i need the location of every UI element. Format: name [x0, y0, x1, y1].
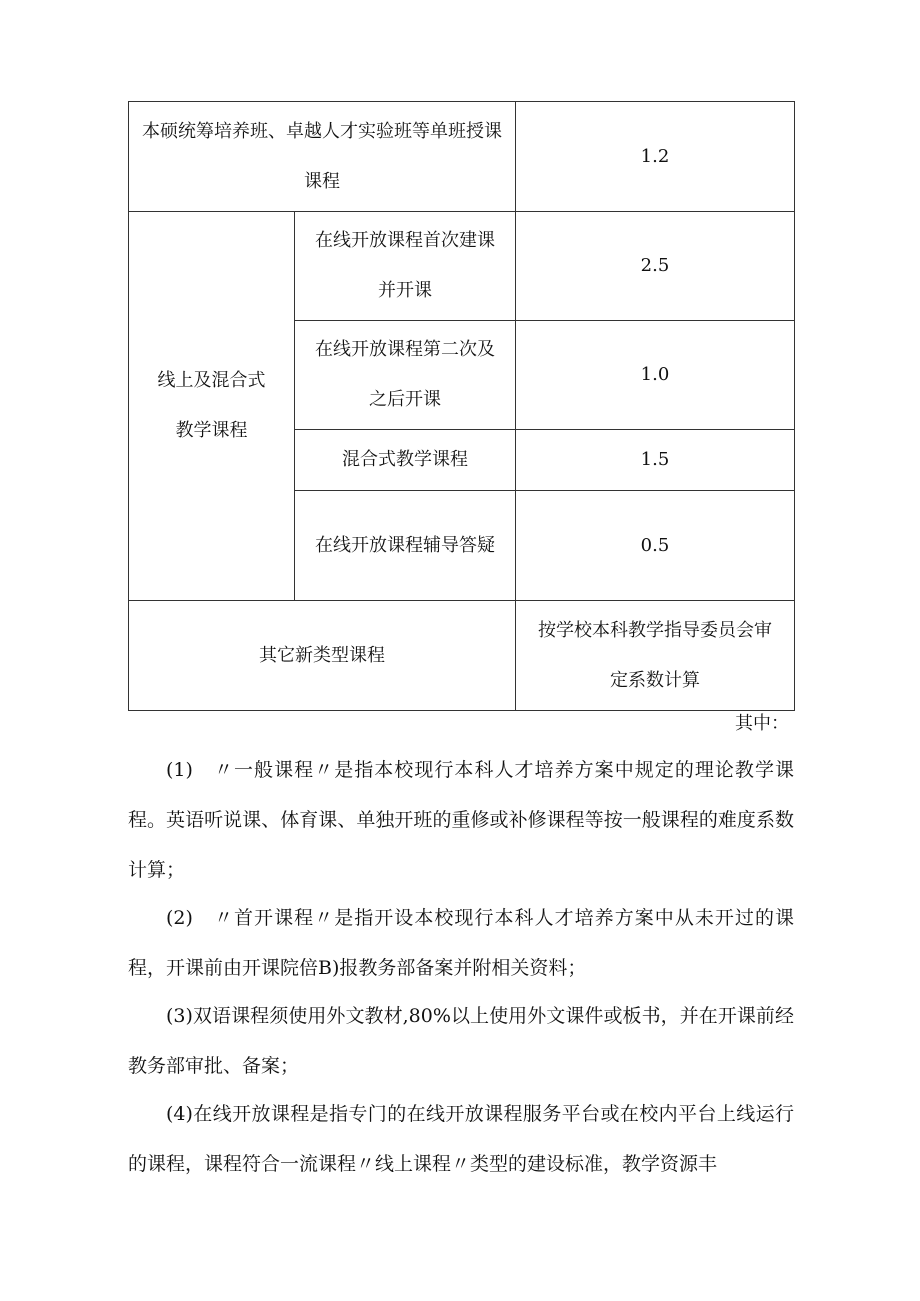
coefficient-table	[128, 101, 795, 711]
coefficient-cell: 0.5	[516, 491, 795, 601]
table-row	[129, 212, 795, 321]
coefficient-cell: 1.2	[516, 102, 795, 212]
course-type-cell: 在线开放课程辅导答疑	[295, 491, 516, 601]
note-item-1: (1) 〃一般课程〃是指本校现行本科人才培养方案中规定的理论教学课程。英语听说课、体育课、单独开班的重修或补修课程等按一般课程的难度系数计算；	[128, 759, 794, 881]
note-item-2: (2) 〃首开课程〃是指开设本校现行本科人才培养方案中从未开过的课程，开课前由开课院倍B)报教务部备案并附相关资料；	[128, 907, 794, 979]
table-row	[129, 601, 795, 711]
coefficient-cell: 2.5	[516, 212, 795, 321]
note-item-4: (4)在线开放课程是指专门的在线开放课程服务平台或在校内平台上线运行的课程，课程符合一流课程〃线上课程〃类型的建设标准，教学资源丰	[128, 1103, 794, 1175]
course-type-cell: 混合式教学课程	[295, 430, 516, 491]
coefficient-cell: 1.0	[516, 321, 795, 430]
coefficient-cell: 1.5	[516, 430, 795, 491]
course-type-cell: 在线开放课程第二次及之后开课	[295, 321, 516, 430]
course-type-cell: 本硕统筹培养班、卓越人才实验班等单班授课课程	[129, 102, 516, 212]
note-item-3: (3)双语课程须使用外文教材,80%以上使用外文课件或板书，并在开课前经教务部审批、备案；	[128, 1005, 794, 1077]
group-label-cell: 线上及混合式教学课程	[129, 212, 295, 601]
table-row	[129, 102, 795, 212]
course-type-cell: 其它新类型课程	[129, 601, 516, 711]
coefficient-cell: 按学校本科教学指导委员会审定系数计算	[516, 601, 795, 711]
notes-heading: 其中：	[735, 713, 789, 734]
course-type-cell: 在线开放课程首次建课并开课	[295, 212, 516, 321]
